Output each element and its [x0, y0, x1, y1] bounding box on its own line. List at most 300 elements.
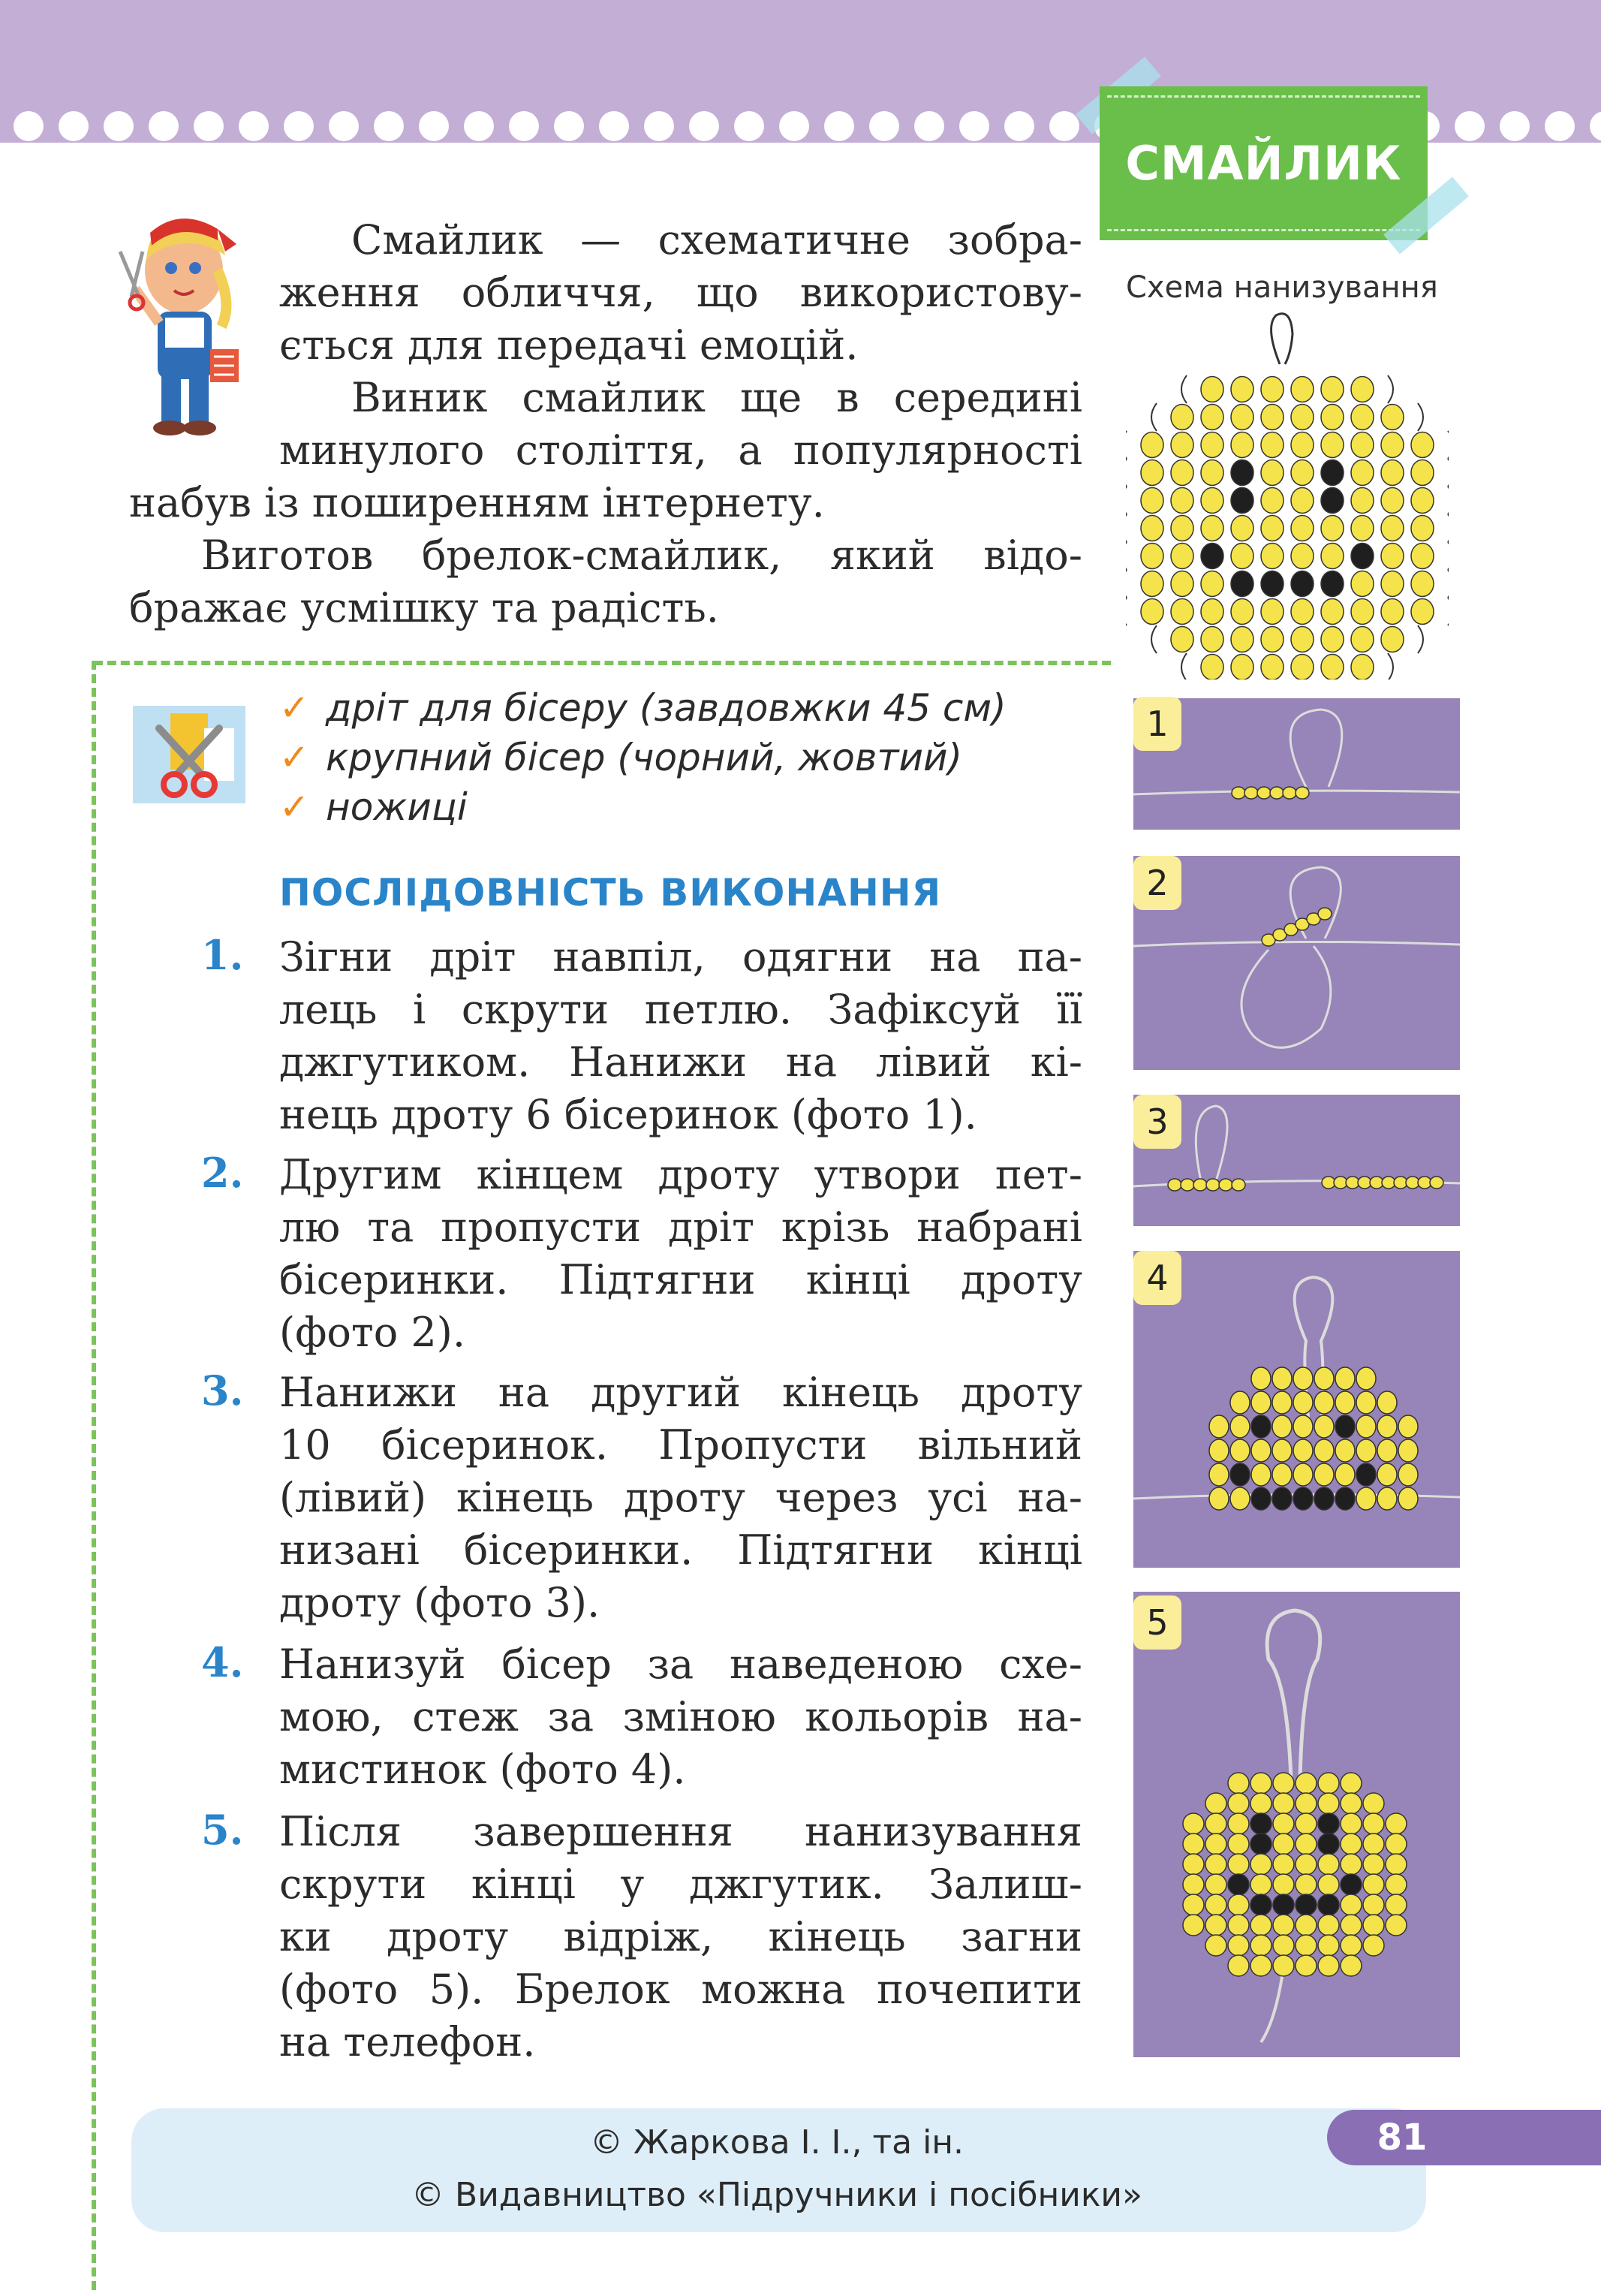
photo-step-3: [1133, 1095, 1460, 1226]
bead: [1201, 544, 1223, 569]
bead: [1293, 1439, 1313, 1462]
step-line: (лівий) кінець дроту через усі на-: [279, 1474, 1082, 1521]
stitch-line: [1107, 95, 1420, 98]
bead: [1386, 1813, 1407, 1834]
bead: [1251, 1367, 1271, 1390]
bead: [1296, 1773, 1317, 1794]
bead: [1228, 1915, 1249, 1936]
bead: [1398, 1415, 1418, 1438]
sequence-heading: ПОСЛІДОВНІСТЬ ВИКОНАННЯ: [279, 871, 942, 914]
bead: [1293, 1367, 1313, 1390]
bead: [1232, 787, 1245, 799]
bead: [1181, 1179, 1194, 1191]
bead: [1171, 571, 1193, 597]
bead: [1351, 627, 1374, 652]
bead: [1261, 405, 1284, 430]
bead: [1228, 1854, 1249, 1875]
materials-item: [279, 733, 1007, 782]
step-line: (фото 5). Брелок можна почепити: [279, 1966, 1082, 2013]
bead: [1341, 1833, 1362, 1855]
bead: [1321, 544, 1344, 569]
scallop-dot: [1455, 111, 1485, 141]
bead: [1291, 432, 1314, 458]
intro-line: ження обличчя, що використову-: [279, 269, 1082, 316]
step-line: мою, стеж за зміною кольорів на-: [279, 1693, 1082, 1740]
scallop-dot: [869, 111, 899, 141]
bead: [1291, 516, 1314, 541]
bead: [1377, 1463, 1397, 1486]
bead: [1318, 1813, 1339, 1834]
bead: [1205, 1793, 1226, 1814]
bead: [1168, 1179, 1181, 1191]
bead: [1171, 432, 1193, 458]
bead: [1261, 432, 1284, 458]
bead: [1273, 1915, 1294, 1936]
step-line: 10 бісеринок. Пропусти вільний: [279, 1421, 1082, 1469]
bead: [1228, 1773, 1249, 1794]
bead: [1209, 1463, 1229, 1486]
bead: [1335, 1415, 1355, 1438]
bead: [1377, 1415, 1397, 1438]
bead: [1377, 1439, 1397, 1462]
bead: [1273, 1894, 1294, 1915]
materials-item-text: крупний бісер (чорний, жовтий): [326, 736, 962, 779]
bead: [1351, 377, 1374, 402]
bead: [1283, 787, 1296, 799]
bead: [1363, 1915, 1384, 1936]
intro-line: бражає усмішку та радість.: [129, 584, 719, 631]
bead: [1231, 544, 1253, 569]
intro-paragraph-2-end: [129, 477, 1082, 529]
bead: [1272, 1439, 1292, 1462]
step-text: [279, 1638, 1082, 1796]
photo-label: 1: [1133, 697, 1181, 751]
bead: [1363, 1874, 1384, 1895]
bead: [1205, 1813, 1226, 1834]
bead: [1335, 1367, 1355, 1390]
bead: [1341, 1915, 1362, 1936]
bead: [1141, 571, 1163, 597]
bead: [1314, 1463, 1334, 1486]
bead: [1228, 1833, 1249, 1855]
step-line: нець дроту 6 бісеринок (фото 1).: [279, 1091, 977, 1138]
bead: [1321, 571, 1344, 597]
bead: [1231, 627, 1253, 652]
scallop-dot: [149, 111, 179, 141]
photo-5-illustration: [1133, 1592, 1460, 2057]
girl-with-scissors-illustration: [105, 199, 255, 450]
bead: [1296, 1813, 1317, 1834]
bead: [1321, 627, 1344, 652]
bead: [1398, 1463, 1418, 1486]
bead: [1228, 1793, 1249, 1814]
photo-step-2: [1133, 856, 1460, 1070]
bead: [1341, 1874, 1362, 1895]
bead: [1296, 1854, 1317, 1875]
scallop-dot: [1004, 111, 1034, 141]
bead: [1193, 1179, 1207, 1191]
bead: [1251, 1391, 1271, 1414]
bead: [1356, 1367, 1376, 1390]
scallop-dot: [1049, 111, 1079, 141]
bead: [1351, 405, 1374, 430]
bead: [1250, 1773, 1271, 1794]
bead: [1228, 1935, 1249, 1956]
bead: [1250, 1894, 1271, 1915]
bead: [1231, 432, 1253, 458]
step-line: лець і скрути петлю. Зафіксуй її: [279, 986, 1082, 1033]
bead: [1335, 1463, 1355, 1486]
checkmark-icon: ✓: [279, 786, 310, 828]
bead: [1318, 908, 1332, 920]
bead: [1363, 1793, 1384, 1814]
bead: [1251, 1439, 1271, 1462]
photo-label: 5: [1133, 1595, 1181, 1650]
bead: [1273, 1874, 1294, 1895]
photo-2-illustration: [1133, 856, 1460, 1070]
bead: [1318, 1833, 1339, 1855]
scallop-dot: [1500, 111, 1530, 141]
step-line: Нанизуй бісер за наведеною схе-: [279, 1641, 1082, 1688]
bead: [1296, 1894, 1317, 1915]
bead: [1293, 1487, 1313, 1510]
step-number: 3.: [201, 1366, 244, 1415]
scallop-dot: [734, 111, 764, 141]
bead: [1141, 599, 1163, 625]
materials-list: [279, 683, 1007, 832]
bead: [1411, 460, 1434, 486]
beading-scheme-diagram: [1126, 312, 1449, 679]
bead: [1381, 544, 1404, 569]
bead: [1381, 405, 1404, 430]
bead: [1205, 1935, 1226, 1956]
scallop-dot: [59, 111, 89, 141]
bead: [1273, 1773, 1294, 1794]
bead: [1411, 599, 1434, 625]
bead: [1183, 1813, 1204, 1834]
bead: [1351, 488, 1374, 514]
bead: [1293, 1415, 1313, 1438]
intro-line: набув із поширенням інтернету.: [129, 479, 825, 526]
scallop-dot: [1590, 111, 1601, 141]
page-number: 81: [1377, 2117, 1428, 2159]
bead: [1321, 655, 1344, 680]
bead: [1231, 516, 1253, 541]
bead: [1231, 488, 1253, 514]
bead: [1273, 1793, 1294, 1814]
bead: [1250, 1854, 1271, 1875]
copyright-authors: © Жаркова І. І., та ін.: [589, 2123, 965, 2162]
bead: [1314, 1487, 1334, 1510]
bead: [1261, 599, 1284, 625]
bead: [1386, 1915, 1407, 1936]
bead: [1335, 1487, 1355, 1510]
photo-step-4: [1133, 1251, 1460, 1568]
bead: [1341, 1773, 1362, 1794]
bead: [1205, 1854, 1226, 1875]
bead: [1293, 1391, 1313, 1414]
stitch-line: [1107, 229, 1420, 231]
bead: [1171, 627, 1193, 652]
checkmark-icon: ✓: [279, 687, 310, 729]
bead: [1201, 599, 1223, 625]
bead: [1291, 571, 1314, 597]
bead: [1171, 599, 1193, 625]
step-line: Нанижи на другий кінець дроту: [279, 1369, 1082, 1416]
bead: [1250, 1793, 1271, 1814]
scallop-dot: [374, 111, 404, 141]
bead: [1183, 1874, 1204, 1895]
bead: [1411, 488, 1434, 514]
dashed-frame-top: [94, 661, 1111, 665]
materials-item-text: ножиці: [326, 785, 468, 829]
bead: [1363, 1813, 1384, 1834]
bead: [1171, 460, 1193, 486]
bead: [1261, 627, 1284, 652]
scallop-dot: [554, 111, 584, 141]
photo-label: 4: [1133, 1251, 1181, 1305]
scallop-dot: [104, 111, 134, 141]
scallop-dot: [239, 111, 269, 141]
bead: [1231, 599, 1253, 625]
bead: [1296, 1793, 1317, 1814]
bead: [1261, 571, 1284, 597]
bead: [1205, 1915, 1226, 1936]
bead: [1141, 544, 1163, 569]
bead: [1291, 405, 1314, 430]
bead: [1209, 1415, 1229, 1438]
materials-item-text: дріт для бісеру (завдовжки 45 см): [326, 686, 1007, 730]
scallop-dot: [419, 111, 449, 141]
bead: [1171, 488, 1193, 514]
materials-item: [279, 782, 1007, 832]
bead: [1321, 516, 1344, 541]
bead: [1231, 377, 1253, 402]
copyright-publisher: © Видавництво «Підручники і посібники»: [411, 2176, 1142, 2214]
bead: [1321, 488, 1344, 514]
step-line: джгутиком. Нанижи на лівий кі-: [279, 1038, 1082, 1086]
bead: [1318, 1793, 1339, 1814]
bead: [1261, 377, 1284, 402]
bead: [1296, 1874, 1317, 1895]
bead: [1318, 1935, 1339, 1956]
photo-1-illustration: [1133, 698, 1460, 830]
bead: [1321, 405, 1344, 430]
photo-label: 2: [1133, 856, 1181, 910]
bead: [1321, 432, 1344, 458]
bead: [1381, 460, 1404, 486]
scallop-dot: [959, 111, 989, 141]
step-text: [279, 1366, 1082, 1629]
bead: [1314, 1367, 1334, 1390]
bead: [1411, 516, 1434, 541]
bead: [1291, 377, 1314, 402]
page-title: СМАЙЛИК: [1125, 136, 1402, 191]
bead: [1386, 1854, 1407, 1875]
bead: [1363, 1935, 1384, 1956]
bead: [1296, 1833, 1317, 1855]
bead: [1273, 1813, 1294, 1834]
bead: [1251, 1463, 1271, 1486]
bead: [1314, 1415, 1334, 1438]
checkmark-icon: ✓: [279, 737, 310, 779]
bead: [1341, 1955, 1362, 1976]
scallop-dot: [599, 111, 629, 141]
bead: [1261, 460, 1284, 486]
materials-item: [279, 683, 1007, 733]
bead: [1351, 599, 1374, 625]
bead: [1363, 1894, 1384, 1915]
intro-paragraph-2: [279, 372, 1082, 477]
step-line: (фото 2).: [279, 1309, 465, 1356]
step-number: 5.: [201, 1806, 244, 1854]
bead: [1171, 405, 1193, 430]
step-line: лю та пропусти дріт крізь набрані: [279, 1204, 1082, 1251]
bead: [1381, 432, 1404, 458]
bead: [1273, 1935, 1294, 1956]
bead: [1201, 571, 1223, 597]
bead: [1171, 516, 1193, 541]
bead: [1341, 1793, 1362, 1814]
bead: [1231, 460, 1253, 486]
bead: [1201, 460, 1223, 486]
step-line: дроту (фото 3).: [279, 1579, 600, 1626]
bead: [1230, 1391, 1250, 1414]
bead: [1261, 655, 1284, 680]
bead: [1314, 1439, 1334, 1462]
step-line: бісеринки. Підтягни кінці дроту: [279, 1256, 1082, 1303]
bead: [1293, 1463, 1313, 1486]
bead: [1296, 1915, 1317, 1936]
bead: [1411, 432, 1434, 458]
bead: [1201, 432, 1223, 458]
scallop-dot: [779, 111, 809, 141]
bead: [1141, 488, 1163, 514]
bead: [1386, 1894, 1407, 1915]
bead: [1351, 460, 1374, 486]
bead: [1341, 1894, 1362, 1915]
intro-line: Смайлик — схематичне зобра-: [351, 216, 1082, 264]
bead: [1230, 1439, 1250, 1462]
materials-scissors-icon: [129, 698, 249, 811]
bead: [1314, 1391, 1334, 1414]
bead: [1398, 1439, 1418, 1462]
scallop-dot: [644, 111, 674, 141]
bead: [1381, 571, 1404, 597]
bead: [1411, 544, 1434, 569]
step-text: [279, 931, 1082, 1141]
bead: [1251, 1487, 1271, 1510]
bead: [1201, 488, 1223, 514]
bead: [1381, 488, 1404, 514]
bead: [1377, 1391, 1397, 1414]
intro-line: ється для передачі емоцій.: [279, 321, 859, 369]
bead: [1351, 655, 1374, 680]
bead: [1232, 1179, 1245, 1191]
bead: [1183, 1894, 1204, 1915]
photo-label: 3: [1133, 1095, 1181, 1149]
bead: [1398, 1487, 1418, 1510]
bead: [1272, 1487, 1292, 1510]
bead: [1386, 1874, 1407, 1895]
bead: [1291, 488, 1314, 514]
intro-line: Виготов брелок-смайлик, який відо-: [201, 532, 1082, 579]
photo-step-1: [1133, 698, 1460, 830]
intro-line: минулого століття, а популярності: [279, 426, 1082, 474]
dashed-frame-left: [92, 661, 96, 2290]
bead: [1356, 1487, 1376, 1510]
step-text: [279, 1806, 1082, 2069]
scallop-dot: [14, 111, 44, 141]
bead: [1273, 1833, 1294, 1855]
bead: [1261, 488, 1284, 514]
bead: [1250, 1833, 1271, 1855]
scallop-dot: [689, 111, 719, 141]
bead: [1363, 1833, 1384, 1855]
bead: [1201, 405, 1223, 430]
bead: [1261, 516, 1284, 541]
bead: [1250, 1935, 1271, 1956]
bead: [1318, 1773, 1339, 1794]
step-number: 4.: [201, 1638, 244, 1686]
photo-step-5: [1133, 1592, 1460, 2057]
bead: [1318, 1894, 1339, 1915]
bead: [1183, 1854, 1204, 1875]
bead: [1321, 599, 1344, 625]
step-line: Зігни дріт навпіл, одягни на па-: [279, 933, 1082, 981]
bead: [1351, 432, 1374, 458]
bead: [1430, 1177, 1443, 1189]
scallop-dot: [464, 111, 494, 141]
bead: [1356, 1415, 1376, 1438]
scallop-dot: [824, 111, 854, 141]
step-text: [279, 1149, 1082, 1359]
bead: [1318, 1955, 1339, 1976]
bead: [1228, 1813, 1249, 1834]
bead: [1141, 432, 1163, 458]
bead: [1386, 1833, 1407, 1855]
title-tag: [1100, 86, 1428, 240]
scallop-dot: [284, 111, 314, 141]
step-line: скрути кінці у джгутик. Залиш-: [279, 1861, 1082, 1908]
bead: [1291, 655, 1314, 680]
bead: [1230, 1487, 1250, 1510]
bead: [1141, 516, 1163, 541]
bead: [1296, 1955, 1317, 1976]
bead: [1381, 599, 1404, 625]
bead: [1244, 787, 1258, 799]
bead: [1291, 627, 1314, 652]
bead: [1272, 1463, 1292, 1486]
bead: [1272, 1391, 1292, 1414]
bead: [1351, 544, 1374, 569]
bead: [1251, 1415, 1271, 1438]
bead: [1341, 1935, 1362, 1956]
bead: [1296, 787, 1309, 799]
bead: [1231, 405, 1253, 430]
bead: [1201, 377, 1223, 402]
bead: [1411, 571, 1434, 597]
bead: [1273, 1955, 1294, 1976]
bead: [1321, 377, 1344, 402]
bead: [1183, 1833, 1204, 1855]
bead: [1356, 1391, 1376, 1414]
bead: [1381, 627, 1404, 652]
bead: [1205, 1833, 1226, 1855]
photo-4-illustration: [1133, 1251, 1460, 1568]
bead: [1228, 1955, 1249, 1976]
bead: [1341, 1854, 1362, 1875]
